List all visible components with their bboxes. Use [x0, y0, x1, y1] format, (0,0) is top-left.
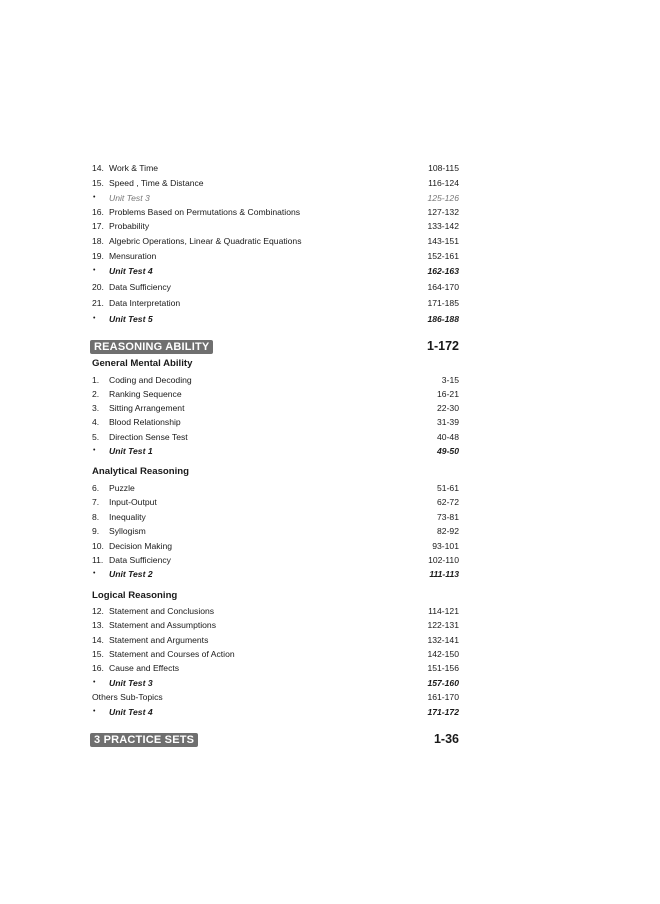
entry-pages: 62-72: [437, 497, 459, 507]
entry-title: Direction Sense Test: [109, 432, 188, 442]
entry-pages: 16-21: [437, 389, 459, 399]
toc-entry: [0, 633, 660, 647]
entry-number: 18.: [92, 236, 104, 246]
unit-test-entry: [0, 567, 660, 581]
entry-number: •: [93, 679, 96, 686]
entry-title: Syllogism: [109, 526, 146, 536]
entry-number: •: [93, 194, 96, 201]
analytical-reasoning-heading: Analytical Reasoning: [92, 466, 190, 477]
entry-pages: 22-30: [437, 403, 459, 413]
entry-title: Statement and Conclusions: [109, 606, 215, 616]
entry-number: 5.: [92, 432, 100, 442]
entry-title: Data Interpretation: [109, 298, 181, 308]
entry-number: 9.: [92, 526, 100, 536]
entry-number: 16.: [92, 207, 104, 217]
entry-number: 20.: [92, 282, 104, 292]
entry-number: •: [93, 447, 96, 454]
entry-title: Others Sub-Topics: [92, 692, 163, 702]
entry-number: 3.: [92, 403, 100, 413]
entry-title: Puzzle: [109, 483, 135, 493]
entry-pages: 73-81: [437, 512, 459, 522]
entry-pages: 125-126: [427, 193, 459, 203]
unit-test-entry: [0, 444, 660, 458]
entry-number: 16.: [92, 663, 104, 673]
entry-title: Cause and Effects: [109, 663, 180, 673]
entry-number: 6.: [92, 483, 100, 493]
toc-entry: [0, 373, 660, 387]
entry-pages: 111-113: [429, 569, 459, 579]
entry-title: Statement and Assumptions: [109, 620, 217, 630]
entry-title: Coding and Decoding: [109, 375, 192, 385]
entry-pages: 82-92: [437, 526, 459, 536]
entry-number: 12.: [92, 606, 104, 616]
toc-entry: [0, 249, 660, 263]
entry-pages: 132-141: [427, 635, 459, 645]
entry-title: Algebric Operations, Linear & Quadratic Equations: [109, 236, 302, 246]
entry-title: Data Sufficiency: [109, 555, 171, 565]
toc-entry: [0, 176, 660, 190]
entry-pages: 31-39: [437, 417, 459, 427]
entry-pages: 161-170: [427, 692, 459, 702]
toc-entry: [0, 205, 660, 219]
entry-number: 14.: [92, 163, 104, 173]
entry-pages: 49-50: [437, 446, 459, 456]
toc-entry: [0, 161, 660, 175]
entry-number: •: [93, 315, 96, 322]
entry-title: Unit Test 1: [109, 446, 153, 456]
toc-entry: [0, 415, 660, 429]
entry-pages: 127-132: [427, 207, 459, 217]
entry-title: Mensuration: [109, 251, 157, 261]
entry-title: Unit Test 3: [109, 193, 150, 203]
toc-entry: [0, 401, 660, 415]
entry-pages: 162-163: [427, 266, 459, 276]
practice-sets-range: 1-36: [433, 732, 459, 746]
entry-number: 8.: [92, 512, 100, 522]
entry-title: Unit Test 4: [109, 707, 153, 717]
entry-pages: 164-170: [427, 282, 459, 292]
entry-title: Decision Making: [109, 541, 173, 551]
entry-pages: 116-124: [428, 178, 459, 188]
toc-entry: [0, 647, 660, 661]
entry-pages: 114-121: [428, 606, 459, 616]
entry-number: 17.: [92, 221, 104, 231]
entry-number: •: [93, 570, 96, 577]
entry-pages: 51-61: [437, 483, 459, 493]
entry-pages: 3-15: [441, 375, 459, 385]
unit-test-entry: [0, 676, 660, 690]
toc-entry: [0, 495, 660, 509]
toc-entry: [0, 539, 660, 553]
entry-number: 10.: [92, 541, 104, 551]
unit-test-entry: [0, 705, 660, 719]
entry-title: Unit Test 5: [109, 314, 153, 324]
toc-entry: [0, 553, 660, 567]
entry-title: Blood Relationship: [109, 417, 181, 427]
entry-title: Statement and Courses of Action: [109, 649, 235, 659]
entry-number: 11.: [92, 555, 104, 565]
entry-title: Unit Test 4: [109, 266, 153, 276]
entry-number: 1.: [92, 375, 100, 385]
entry-number: 14.: [92, 635, 104, 645]
toc-entry: [0, 219, 660, 233]
entry-pages: 102-110: [428, 555, 459, 565]
entry-pages: 171-172: [427, 707, 459, 717]
logical-reasoning-heading: Logical Reasoning: [92, 590, 178, 601]
entry-pages: 40-48: [437, 432, 459, 442]
general-mental-ability-heading: General Mental Ability: [92, 358, 193, 369]
entry-title: Statement and Arguments: [109, 635, 209, 645]
unit-test-entry: [0, 264, 660, 278]
entry-title: Speed , Time & Distance: [109, 178, 204, 188]
entry-title: Probability: [109, 221, 150, 231]
entry-title: Unit Test 2: [109, 569, 153, 579]
entry-pages: 171-185: [427, 298, 459, 308]
toc-entry: [0, 604, 660, 618]
entry-number: 15.: [92, 178, 104, 188]
entry-pages: 151-156: [427, 663, 459, 673]
reasoning-ability-range: 1-172: [427, 339, 459, 353]
entry-number: •: [93, 267, 96, 274]
toc-entry: [0, 510, 660, 524]
entry-title: Work & Time: [109, 163, 159, 173]
entry-title: Unit Test 3: [109, 678, 153, 688]
toc-entry: [0, 618, 660, 632]
toc-entry: [0, 430, 660, 444]
entry-number: •: [93, 708, 96, 715]
toc-entry: [0, 481, 660, 495]
entry-pages: 133-142: [427, 221, 459, 231]
entry-title: Sitting Arrangement: [109, 403, 185, 413]
entry-number: 13.: [92, 620, 104, 630]
entry-pages: 122-131: [427, 620, 459, 630]
entry-number: 21.: [92, 298, 104, 308]
entry-number: 7.: [92, 497, 100, 507]
entry-title: Input-Output: [109, 497, 157, 507]
entry-title: Data Sufficiency: [109, 282, 171, 292]
entry-number: 19.: [92, 251, 104, 261]
toc-entry: [0, 524, 660, 538]
toc-entry: [0, 387, 660, 401]
entry-pages: 142-150: [427, 649, 459, 659]
toc-entry: [0, 296, 660, 310]
entry-number: 4.: [92, 417, 100, 427]
toc-entry: [0, 280, 660, 294]
entry-pages: 186-188: [427, 314, 459, 324]
practice-sets-banner: 3 PRACTICE SETS: [90, 733, 198, 747]
entry-pages: 143-151: [427, 236, 459, 246]
entry-number: 2.: [92, 389, 100, 399]
entry-title: Problems Based on Permutations & Combinations: [109, 207, 301, 217]
entry-pages: 152-161: [427, 251, 459, 261]
unit-test-entry: [0, 312, 660, 326]
reasoning-ability-banner: REASONING ABILITY: [90, 340, 213, 354]
toc-entry: [0, 661, 660, 675]
toc-entry: [0, 690, 660, 704]
entry-title: Inequality: [109, 512, 146, 522]
entry-title: Ranking Sequence: [109, 389, 182, 399]
toc-entry: [0, 234, 660, 248]
unit-test-entry: [0, 191, 660, 205]
entry-number: 15.: [92, 649, 104, 659]
entry-pages: 108-115: [428, 163, 459, 173]
entry-pages: 157-160: [427, 678, 459, 688]
entry-pages: 93-101: [432, 541, 459, 551]
